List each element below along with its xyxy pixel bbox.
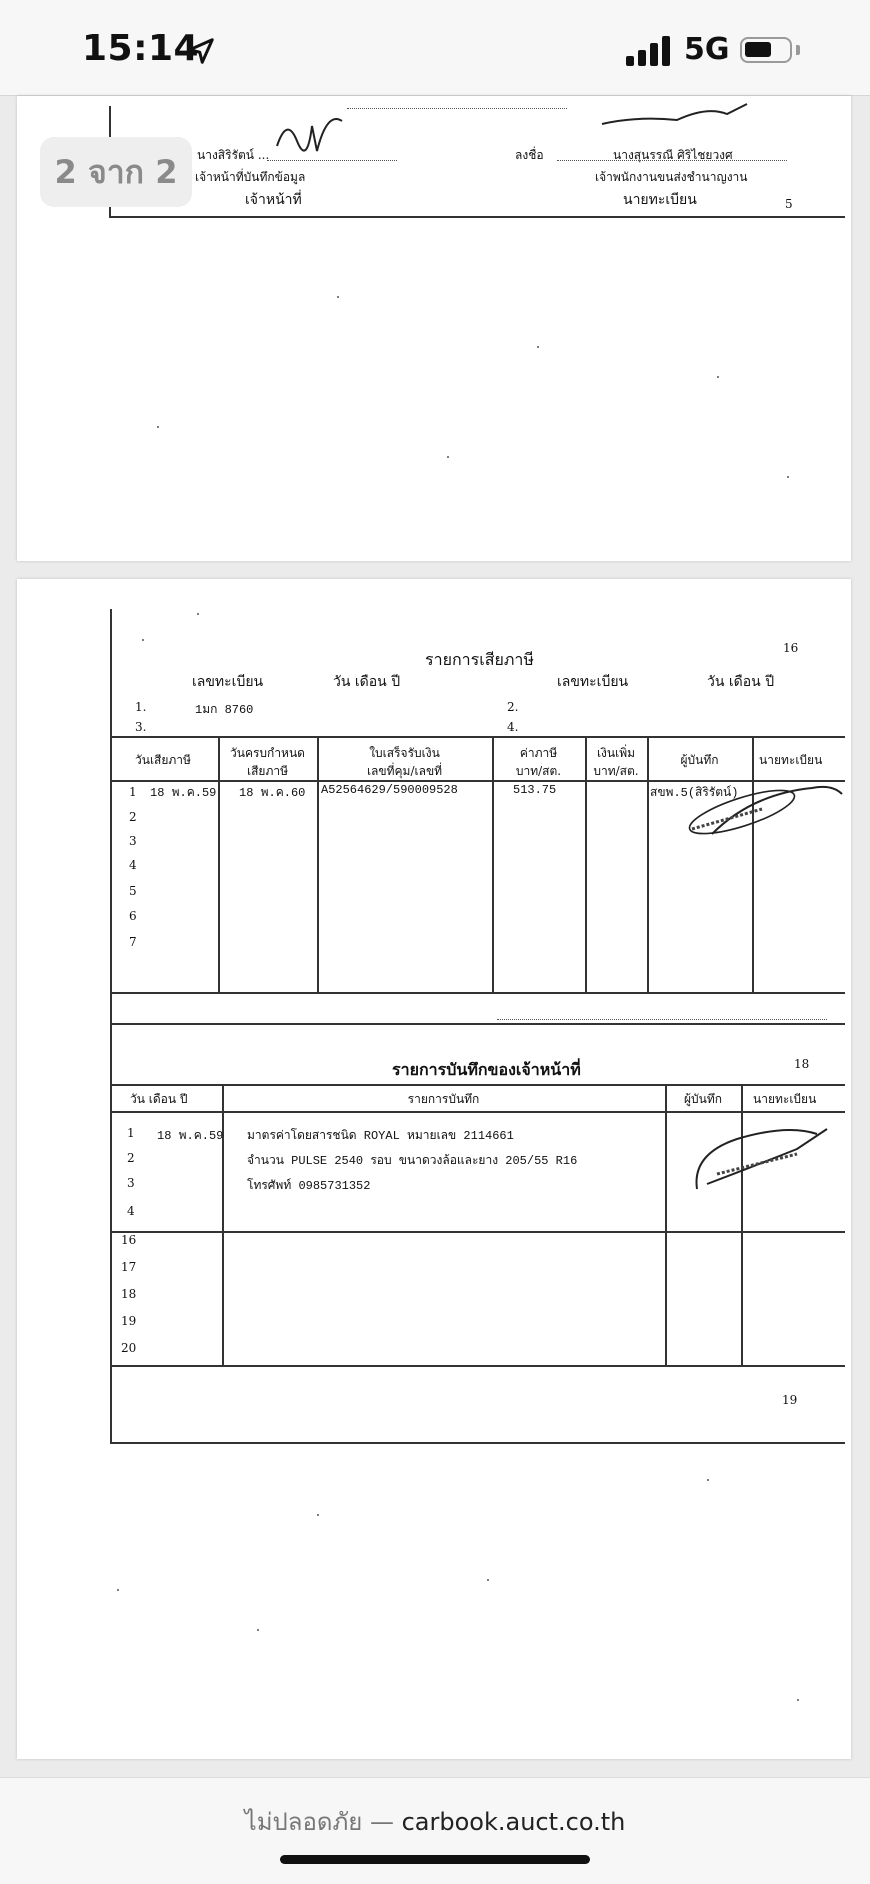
cellular-signal-icon: [626, 34, 672, 66]
th-extra-2: บาท/สต.: [593, 764, 639, 778]
officer-header-bottom: [110, 1111, 845, 1113]
right-signer-name: นางสุนรรณี ศิริไชยวงศ: [613, 148, 733, 162]
tax-row-num: 7: [129, 935, 137, 949]
officer-row-num: 17: [121, 1260, 137, 1274]
officer-row-num: 20: [121, 1341, 137, 1355]
officer-table-top: [110, 1084, 845, 1086]
officer-row-num: 18: [121, 1287, 137, 1301]
th-tax-1: ค่าภาษี: [519, 746, 558, 760]
status-bar: [0, 0, 870, 96]
tax-row-num: 6: [129, 909, 137, 923]
tax-row-num: 4: [129, 858, 137, 872]
officer-row-num: 16: [121, 1233, 137, 1247]
border-left: [110, 1023, 112, 1443]
reg-row-2-num: 2.: [507, 700, 519, 714]
officer-th-registrar: นายทะเบียน: [753, 1092, 817, 1106]
network-type: 5G: [684, 32, 730, 67]
battery-cap: [796, 45, 800, 55]
right-signer-role: เจ้าพนักงานขนส่งชำนาญงาน: [595, 170, 748, 184]
table-top: [110, 736, 845, 738]
signature-dotline: [347, 108, 567, 109]
insecure-label: ไม่ปลอดภัย —: [244, 1808, 394, 1836]
section-divider: [110, 1023, 845, 1025]
officer-section-title: รายการบันทึกของเจ้าหน้าที่: [392, 1060, 581, 1079]
th-due-1: วันครบกำหนด: [230, 746, 305, 760]
tax-row-num: 2: [129, 810, 137, 824]
col-divider: [647, 736, 649, 992]
left-signer-name: นางสิริรัตน์ ...: [197, 148, 270, 162]
officer-entry-line-1: มาตรค่าโดยสารชนิด ROYAL หมายเลข 2114661: [247, 1129, 514, 1143]
reg-row-1-num: 1.: [135, 700, 147, 714]
reg-row-3-num: 3.: [135, 720, 147, 734]
th-receipt-1: ใบเสร็จรับเงิน: [369, 746, 440, 760]
official-stamp-signature: [672, 774, 852, 844]
home-indicator[interactable]: [280, 1855, 590, 1864]
border-bottom: [109, 216, 845, 218]
pdf-page-2[interactable]: [17, 579, 851, 1759]
officer-entry-line-3: โทรศัพท์ 0985731352: [247, 1179, 371, 1193]
tax-row-num: 1: [129, 785, 137, 799]
status-time: 15:14: [82, 28, 200, 69]
url-domain: carbook.auct.co.th: [401, 1808, 626, 1836]
page1-number: 5: [785, 197, 793, 211]
th-tax-date: วันเสียภาษี: [135, 753, 191, 767]
tax-row-num: 3: [129, 834, 137, 848]
officer-th-recorder: ผู้บันทึก: [683, 1092, 723, 1106]
left-signer-role: เจ้าหน้าที่บันทึกข้อมูล: [195, 170, 306, 184]
page-bottom-border: [110, 1442, 845, 1444]
th-extra-1: เงินเพิ่ม: [596, 746, 636, 760]
dotline: [497, 1019, 827, 1020]
th-tax-2: บาท/สต.: [515, 764, 562, 778]
officer-entry-date: 18 พ.ค.59: [157, 1129, 224, 1143]
entry-receipt: A52564629/590009528: [321, 783, 458, 797]
tax-row-num: 5: [129, 884, 137, 898]
entry-tax-date: 18 พ.ค.59: [150, 786, 217, 800]
officer-row-num: 2: [127, 1151, 135, 1165]
officer-row-num: 19: [121, 1314, 137, 1328]
location-arrow-icon: [186, 36, 216, 66]
tax-corner-number: 16: [783, 641, 799, 655]
officer-row-num: 3: [127, 1176, 135, 1190]
officer-row-num: 4: [127, 1204, 135, 1218]
th-receipt-2: เลขที่คุม/เลขที่: [366, 764, 443, 778]
reg-row-1-plate: 1มก 8760: [195, 703, 254, 717]
tax-section-title: รายการเสียภาษี: [425, 650, 534, 669]
entry-recorder: สขพ.5(สิริรัตน์): [650, 786, 739, 800]
left-signer-title: เจ้าหน้าที่: [245, 192, 302, 208]
reg-row-4-num: 4.: [507, 720, 519, 734]
label-registration: เลขทะเบียน: [192, 674, 264, 690]
address-bar-text[interactable]: [0, 1802, 870, 1841]
signature-right: [597, 96, 757, 136]
officer-entry-line-2: จำนวน PULSE 2540 รอบ ขนาดวงล้อและยาง 205/55 R16: [247, 1154, 578, 1168]
entry-due-date: 18 พ.ค.60: [239, 786, 306, 800]
label-date: วัน เดือน ปี: [333, 674, 401, 690]
th-registrar: นายทะเบียน: [759, 753, 823, 767]
officer-th-date: วัน เดือน ปี: [130, 1092, 188, 1106]
right-signer-title: นายทะเบียน: [623, 192, 697, 208]
signature-left: [267, 106, 347, 166]
officer-stamp-signature: [677, 1114, 837, 1204]
entry-amount: 513.75: [513, 783, 557, 797]
officer-table-bottom: [110, 1365, 845, 1367]
battery-icon: [740, 37, 792, 63]
label-registration-2: เลขทะเบียน: [557, 674, 629, 690]
table-bottom: [110, 992, 845, 994]
th-recorder: ผู้บันทึก: [680, 753, 719, 767]
sign-label: ลงชื่อ: [515, 148, 544, 162]
officer-mid-line: [110, 1231, 845, 1233]
page2-footer-number: 19: [782, 1393, 798, 1407]
page-counter: 2 จาก 2: [40, 137, 192, 207]
officer-corner-number: 18: [794, 1057, 810, 1071]
dotline: [557, 160, 787, 161]
col-divider: [665, 1084, 667, 1365]
officer-row-num: 1: [127, 1126, 135, 1140]
officer-th-record: รายการบันทึก: [407, 1092, 480, 1106]
label-date-2: วัน เดือน ปี: [707, 674, 775, 690]
th-due-2: เสียภาษี: [246, 764, 288, 778]
